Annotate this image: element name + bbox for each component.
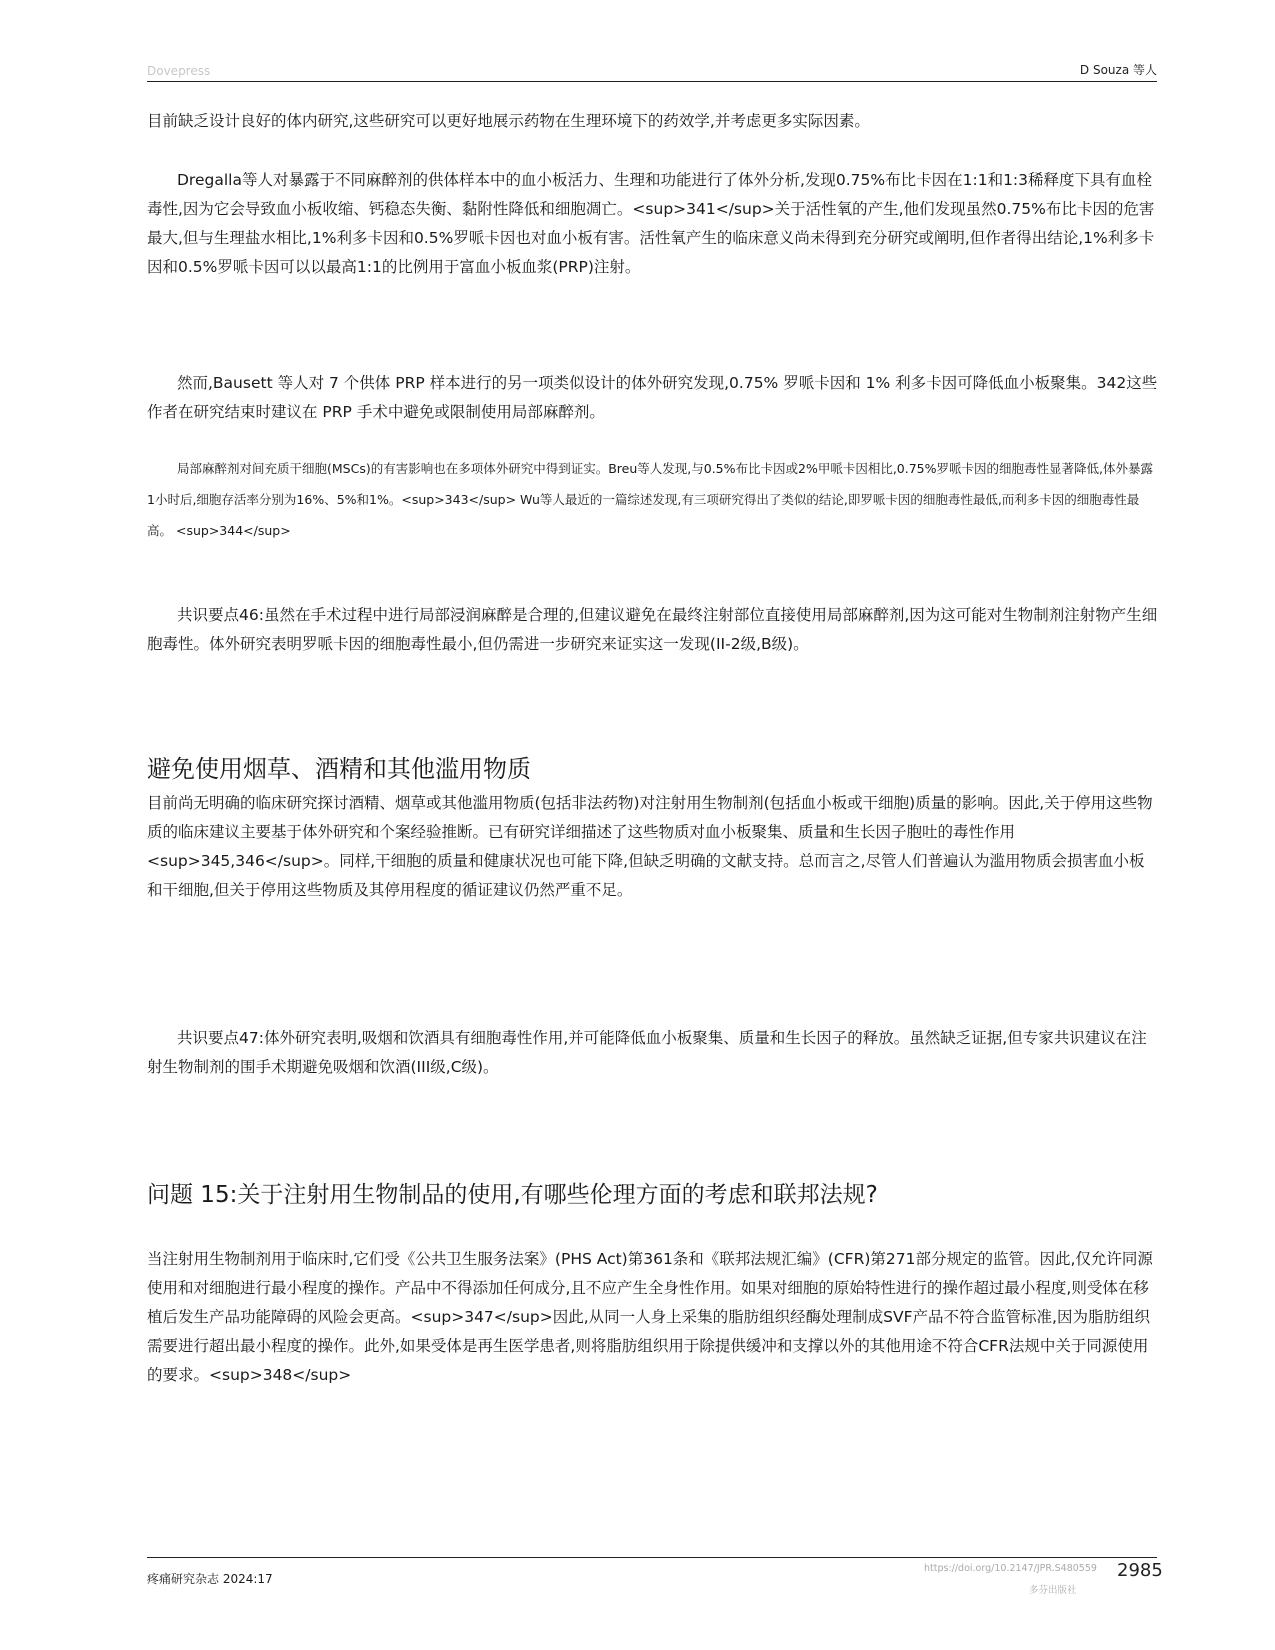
section-heading-substances: 避免使用烟草、酒精和其他滥用物质	[147, 755, 531, 783]
paragraph-bausett: 然而,Bausett 等人对 7 个供体 PRP 样本进行的另一项类似设计的体外研究发现,0.75% 罗哌卡因和 1% 利多卡因可降低血小板聚集。342这些作者在研究结束时建议在 PRP 手术中避免或限制使用局部麻醉剂。	[147, 374, 1158, 421]
footer-doi-link[interactable]: https://doi.org/10.2147/JPR.S480559	[924, 1563, 1097, 1574]
paragraph-msc-toxicity: 局部麻醉剂对间充质干细胞(MSCs)的有害影响也在多项体外研究中得到证实。Breu等人发现,与0.5%布比卡因或2%甲哌卡因相比,0.75%罗哌卡因的细胞毒性显著降低,体外暴露1小时后,细胞存活率分别为16%、5%和1%。<sup>343</sup> Wu等人最近的一篇综述发现,有三项研究得出了类似的结论,即罗哌卡因的细胞毒性最低,而利多卡因的细胞毒性最高。 <sup>344</sup>	[147, 461, 1153, 538]
paragraph-dregalla: Dregalla等人对暴露于不同麻醉剂的供体样本中的血小板活力、生理和功能进行了体外分析,发现0.75%布比卡因在1:1和1:3稀释度下具有血栓毒性,因为它会导致血小板收缩、钙稳态失衡、黏附性降低和细胞凋亡。<sup>341</sup>关于活性氧的产生,他们发现虽然0.75%布比卡因的危害最大,但与生理盐水相比,1%利多卡因和0.5%罗哌卡因也对血小板有害。活性氧产生的临床意义尚未得到充分研究或阐明,但作者得出结论,1%利多卡因和0.5%罗哌卡因可以以最高1:1的比例用于富血小板血浆(PRP)注射。	[147, 171, 1155, 276]
consensus-point-46: 共识要点46:虽然在手术过程中进行局部浸润麻醉是合理的,但建议避免在最终注射部位直接使用局部麻醉剂,因为这可能对生物制剂注射物产生细胞毒性。体外研究表明罗哌卡因的细胞毒性最小,但仍需进一步研究来证实这一发现(II-2级,B级)。	[147, 606, 1158, 653]
footer-journal: 疼痛研究杂志 2024:17	[147, 1572, 273, 1586]
question-15-heading: 问题 15:关于注射用生物制品的使用,有哪些伦理方面的考虑和联邦法规?	[147, 1182, 878, 1208]
paragraph-substances: 目前尚无明确的临床研究探讨酒精、烟草或其他滥用物质(包括非法药物)对注射用生物制剂(包括血小板或干细胞)质量的影响。因此,关于停用这些物质的临床建议主要基于体外研究和个案经验推断。已有研究详细描述了这些物质对血小板聚集、质量和生长因子胞吐的毒性作用<sup>345,346</sup>。同样,干细胞的质量和健康状况也可能下降,但缺乏明确的文献支持。总而言之,尽管人们普遍认为滥用物质会损害血小板和干细胞,但关于停用这些物质及其停用程度的循证建议仍然严重不足。	[147, 794, 1153, 899]
running-head-authors: D Souza 等人	[1079, 63, 1157, 77]
page-number: 2985	[1117, 1560, 1163, 1581]
footer-rule	[147, 1557, 1157, 1558]
consensus-point-47: 共识要点47:体外研究表明,吸烟和饮酒具有细胞毒性作用,并可能降低血小板聚集、质量和生长因子的释放。虽然缺乏证据,但专家共识建议在注射生物制剂的围手术期避免吸烟和饮酒(III级,C级)。	[147, 1029, 1147, 1076]
journal-brand: Dovepress	[147, 64, 211, 78]
header-rule	[147, 81, 1157, 82]
paragraph-regulations: 当注射用生物制剂用于临床时,它们受《公共卫生服务法案》(PHS Act)第361条和《联邦法规汇编》(CFR)第271部分规定的监管。因此,仅允许同源使用和对细胞进行最小程度的操作。产品中不得添加任何成分,且不应产生全身性作用。如果对细胞的原始特性进行的操作超过最小程度,则受体在移植后发生产品功能障碍的风险会更高。<sup>347</sup>因此,从同一人身上采集的脂肪组织经酶处理制成SVF产品不符合监管标准,因为脂肪组织需要进行超出最小程度的操作。此外,如果受体是再生医学患者,则将脂肪组织用于除提供缓冲和支撑以外的其他用途不符合CFR法规中关于同源使用的要求。<sup>348</sup>	[147, 1250, 1153, 1384]
paragraph-intro: 目前缺乏设计良好的体内研究,这些研究可以更好地展示药物在生理环境下的药效学,并考虑更多实际因素。	[147, 112, 870, 130]
footer-publisher: 多芬出版社	[1029, 1585, 1077, 1596]
